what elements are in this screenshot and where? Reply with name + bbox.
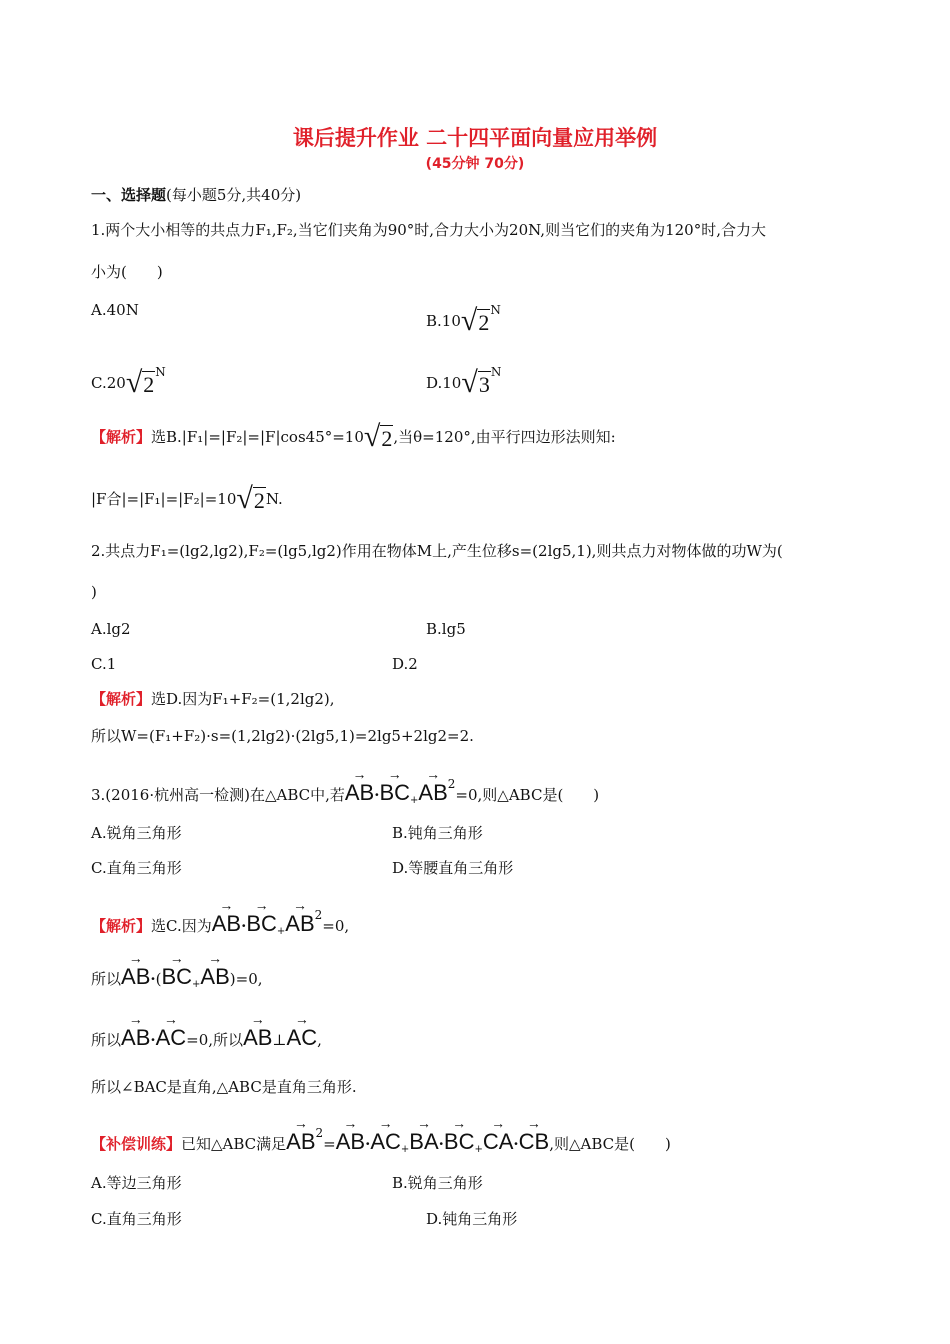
vector-bc: → BC (246, 912, 277, 936)
plus-sign: + (400, 1144, 410, 1155)
vector-ab: → AB (243, 1026, 272, 1050)
sqrt-symbol-icon: √3 (461, 366, 490, 399)
q3-answer-line4: 所以∠BAC是直角,△ABC是直角三角形. (91, 1078, 357, 1096)
plus-sign: + (474, 1144, 483, 1155)
q2-answer-text-1: 选D.因为F₁+F₂=(1,2lg2), (151, 690, 335, 708)
q1-answer-text-c: |F合|=|F₁|=|F₂|=10 (91, 490, 237, 508)
vector-ab: → AB (200, 965, 229, 989)
vector-ba: → BA (409, 1130, 438, 1154)
q1-option-d-coef: D.10 (426, 374, 462, 392)
bonus-label: 【补偿训练】 (91, 1135, 182, 1153)
q3-stem-suffix: =0,则△ABC是( ) (455, 786, 600, 804)
q1-answer-line2 (91, 484, 283, 516)
plus-sign: + (276, 926, 286, 937)
q1-option-c-radicand: 2 (143, 372, 155, 397)
section-note: (每小题5分,共40分) (166, 186, 302, 204)
bonus-stem (91, 1123, 671, 1160)
q2-stem-line1: 2.共点力F₁=(lg2,lg2),F₂=(lg5,lg2)作用在物体M上,产生位移s=(2lg5,1),则共点力对物体做的功W为( (91, 542, 783, 560)
q1-stem-line2: 小为( ) (91, 263, 163, 281)
vector-ab: → AB (286, 1130, 315, 1154)
sqrt-symbol-icon: √2 (125, 366, 155, 399)
sqrt-symbol-icon: √2 (236, 482, 265, 515)
vector-ab: → AB (212, 912, 241, 936)
q3-answer-line3 (91, 1026, 322, 1050)
q1-option-c-coef: C.20 (91, 374, 126, 392)
q2-option-d: D.2 (392, 655, 418, 673)
q1-option-c-unit: N (155, 365, 166, 379)
q3-option-b: B.钝角三角形 (392, 824, 483, 842)
bonus-option-c: C.直角三角形 (91, 1210, 182, 1228)
q3-answer-label: 【解析】 (91, 917, 152, 935)
vector-ac: → AC (156, 1026, 187, 1050)
q1-option-a: A.40N (91, 301, 139, 319)
q3-stem-prefix: 3.(2016·杭州高一检测)在△ABC中,若 (91, 786, 345, 804)
plus-sign: + (410, 795, 419, 806)
exponent: 2 (315, 1126, 324, 1140)
q3-option-a: A.锐角三角形 (91, 824, 182, 842)
exponent: 2 (314, 908, 323, 922)
vector-bc: → BC (161, 965, 192, 989)
q1-option-d-unit: N (490, 365, 502, 379)
dot-operator: · (438, 1135, 444, 1153)
vector-bc: → BC (444, 1130, 475, 1154)
q3-answer-suffix-1: =0, (322, 917, 350, 935)
q1-option-b (426, 300, 501, 338)
q3-stem (91, 774, 599, 811)
q2-option-b: B.lg5 (426, 620, 466, 638)
q1-answer-text-a: 选B.|F₁|=|F₂|=|F|cos45°=10 (151, 428, 364, 446)
bonus-prefix: 已知△ABC满足 (181, 1135, 287, 1153)
dot-operator: · (513, 1135, 519, 1153)
q1-option-b-unit: N (490, 303, 501, 317)
bonus-option-b: B.锐角三角形 (392, 1174, 483, 1192)
vector-ab: → AB (345, 781, 374, 805)
exponent: 2 (447, 777, 456, 791)
q1-option-b-coef: B.10 (426, 312, 461, 330)
dot-operator: · (374, 786, 380, 804)
q1-answer-label: 【解析】 (91, 428, 152, 446)
vector-bc: → BC (379, 781, 410, 805)
q2-stem-line2: ) (91, 583, 97, 601)
q3-option-c: C.直角三角形 (91, 859, 182, 877)
perpendicular-icon: ⊥ (272, 1031, 287, 1049)
q1-answer-text-d: N. (265, 490, 283, 508)
equals-sign: = (323, 1135, 336, 1153)
bonus-option-d: D.钝角三角形 (426, 1210, 518, 1228)
q3-answer-mid-3: =0,所以 (186, 1031, 244, 1049)
vector-ab: → AB (121, 1026, 150, 1050)
vector-ac: → AC (370, 1130, 401, 1154)
q1-stem-line1: 1.两个大小相等的共点力F₁,F₂,当它们夹角为90°时,合力大小为20N,则当它们的夹角为120°时,合力大 (91, 221, 766, 239)
dot-operator: · (241, 917, 247, 935)
sqrt-symbol-icon: √2 (363, 420, 393, 453)
vector-ab: → AB (336, 1130, 365, 1154)
q3-answer-prefix-2: 所以 (91, 970, 122, 988)
q1-answer-line1 (91, 422, 616, 454)
q2-answer-line1 (91, 689, 335, 709)
q1-answer-radicand-2: 2 (253, 488, 265, 513)
q2-option-c: C.1 (91, 655, 117, 673)
open-paren: ( (155, 970, 162, 988)
q2-option-a: A.lg2 (91, 620, 131, 638)
vector-ab: → AB (121, 965, 150, 989)
vector-ca: → CA (483, 1130, 514, 1154)
vector-ab: → AB (418, 781, 447, 805)
dot-operator: · (365, 1135, 371, 1153)
vector-ac: → AC (287, 1026, 318, 1050)
q3-answer-prefix-1: 选C.因为 (151, 917, 212, 935)
comma: , (317, 1031, 322, 1049)
q3-answer-prefix-3: 所以 (91, 1031, 122, 1049)
q3-answer-line1 (91, 905, 349, 942)
page-title: 课后提升作业 二十四平面向量应用举例 (292, 126, 658, 150)
dot-operator: · (150, 1031, 156, 1049)
q1-option-d-radicand: 3 (478, 372, 490, 397)
q3-answer-suffix-2: )=0, (229, 970, 263, 988)
bonus-suffix: ,则△ABC是( ) (549, 1135, 671, 1153)
q2-answer-line2: 所以W=(F₁+F₂)·s=(1,2lg2)·(2lg5,1)=2lg5+2lg2=2. (91, 727, 474, 745)
q1-answer-radicand-1: 2 (381, 426, 393, 451)
q1-option-d (426, 362, 501, 400)
bonus-option-a: A.等边三角形 (91, 1174, 182, 1192)
plus-sign: + (192, 979, 201, 990)
dot-operator: · (150, 970, 156, 988)
q2-answer-label: 【解析】 (91, 690, 152, 708)
vector-ab: → AB (285, 912, 314, 936)
q1-option-b-radicand: 2 (478, 310, 490, 335)
vector-cb: → CB (519, 1130, 550, 1154)
section-label: 一、选择题 (91, 186, 167, 204)
page-subtitle: (45分钟 70分) (425, 156, 525, 172)
sqrt-symbol-icon: √2 (460, 304, 490, 337)
q3-option-d: D.等腰直角三角形 (392, 859, 514, 877)
q1-answer-text-b: ,当θ=120°,由平行四边形法则知: (393, 428, 616, 446)
q3-answer-line2 (91, 965, 263, 995)
section-header (91, 185, 301, 205)
q1-option-c (91, 362, 166, 400)
